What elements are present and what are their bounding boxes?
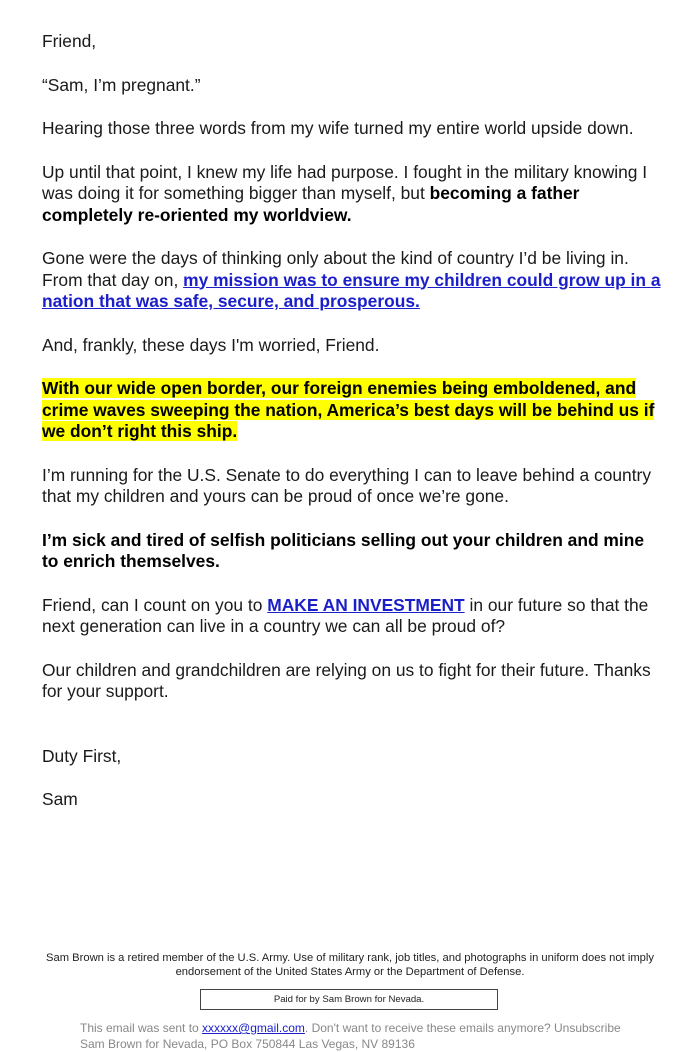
signoff: Duty First,: [42, 745, 122, 766]
paragraph-2-bold: becoming a father completely re-oriented my worldview.: [42, 183, 580, 225]
paragraph-9: Our children and grandchildren are relying on us to fight for their future. Thanks for your support.: [42, 659, 651, 701]
quote-paragraph: “Sam, I’m pregnant.”: [42, 74, 201, 95]
paragraph-2-text: Up until that point, I knew my life had purpose. I fought in the military knowing I was doing it for something bigger than myself, but: [42, 161, 648, 203]
sent-to-line: [80, 1020, 680, 1036]
mailing-address: Sam Brown for Nevada, PO Box 750844 Las Vegas, NV 89136: [80, 1037, 415, 1051]
sent-to-prefix: This email was sent to: [80, 1021, 203, 1035]
paragraph-5: [42, 378, 662, 443]
paragraph-6: I’m running for the U.S. Senate to do everything I can to leave behind a country that my children and yours can be proud of once we’re gone.: [42, 464, 652, 506]
email-body: [42, 31, 662, 833]
paragraph-2: [42, 162, 662, 227]
paid-for-box: Paid for by Sam Brown for Nevada.: [200, 989, 498, 1010]
signature: Sam: [42, 789, 78, 809]
highlighted-text: With our wide open border, our foreign enemies being emboldened, and crime waves sweeping the nation, America’s best days will be behind us if we don’t right this ship.: [42, 378, 655, 441]
unsubscribe-footer: [80, 1020, 680, 1052]
paragraph-7: [42, 530, 662, 573]
greeting: Friend,: [42, 31, 97, 51]
paragraph-3: [42, 248, 662, 313]
paragraph-3-text: Gone were the days of thinking only about the kind of country I’d be living in. From that day on,: [42, 248, 629, 290]
paragraph-7-bold: I’m sick and tired of selfish politicians selling out your children and mine to enrich themselves.: [42, 529, 645, 571]
unsubscribe-text[interactable]: . Don't want to receive these emails anymore? Unsubscribe: [304, 1021, 621, 1035]
paragraph-8: [42, 595, 662, 638]
mission-link[interactable]: my mission was to ensure my children could grow up in a nation that was safe, secure, and prosperous.: [42, 269, 661, 311]
paragraph-8-before: Friend, can I count on you to: [42, 594, 268, 615]
military-disclaimer: Sam Brown is a retired member of the U.S. Army. Use of military rank, job titles, and photographs in uniform does not imply endorsement of the United States Army or the Department of Defense.: [46, 952, 654, 978]
paragraph-4: And, frankly, these days I'm worried, Friend.: [42, 334, 380, 355]
make-investment-link[interactable]: MAKE AN INVESTMENT: [267, 594, 465, 615]
recipient-email-link[interactable]: xxxxxx@gmail.com: [202, 1021, 305, 1035]
paragraph-1: Hearing those three words from my wife turned my entire world upside down.: [42, 118, 634, 138]
paragraph-8-after: in our future so that the next generation can live in a country we can all be proud of?: [42, 594, 649, 636]
